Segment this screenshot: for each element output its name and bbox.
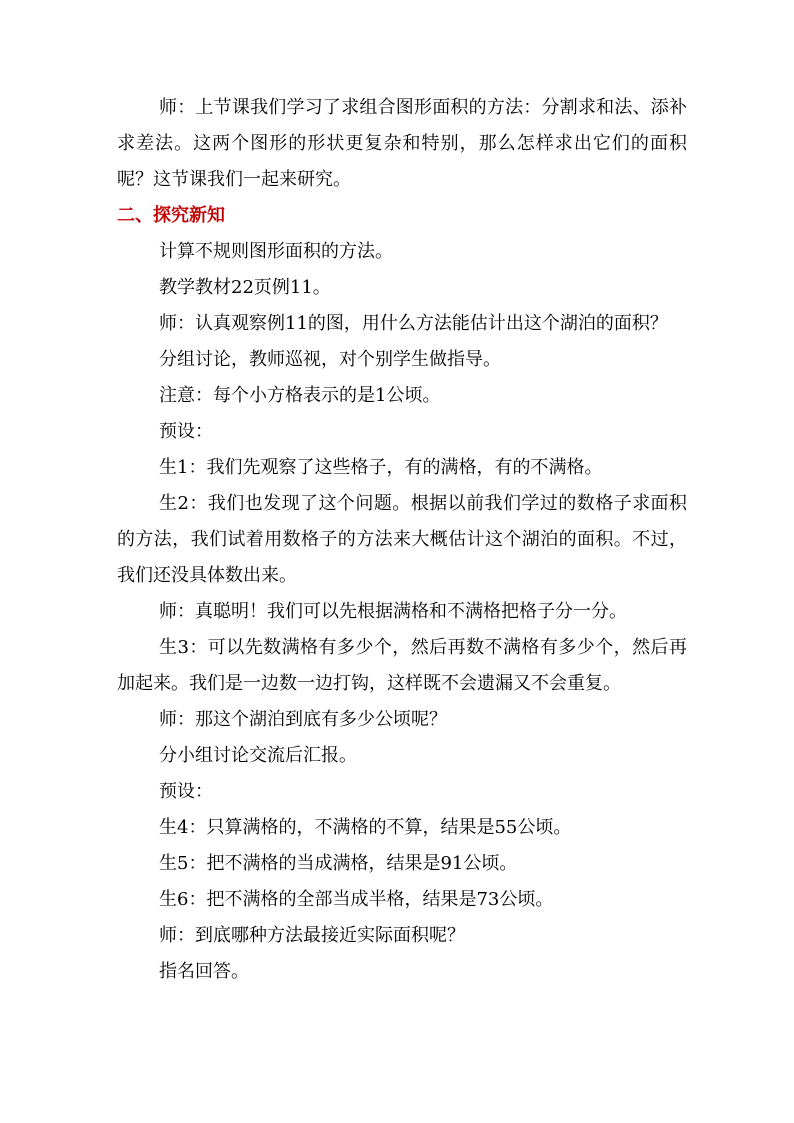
paragraph-answer: 指名回答。 <box>159 961 249 982</box>
paragraph-group-discussion: 分组讨论，教师巡视，对个别学生做指导。 <box>159 349 501 370</box>
paragraph-teacher-ask-area: 师：那这个湖泊到底有多少公顷呢？ <box>159 709 447 730</box>
paragraph-teacher-question: 师：认真观察例11的图，用什么方法能估计出这个湖泊的面积？ <box>159 313 668 334</box>
paragraph-student-4: 生4：只算满格的，不满格的不算，结果是55公顷。 <box>159 817 572 838</box>
paragraph-student-2: 生2：我们也发现了这个问题。根据以前我们学过的数格子求面积的方法，我们试着用数格子的方法来大概估计这个湖泊的面积。不过，我们还没具体数出来。 <box>117 493 687 586</box>
paragraph-report: 分小组讨论交流后汇报。 <box>159 745 357 766</box>
paragraph-teacher-praise: 师：真聪明！我们可以先根据满格和不满格把格子分一分。 <box>159 601 627 622</box>
paragraph-note: 注意：每个小方格表示的是1公顷。 <box>159 385 441 406</box>
paragraph-preset-2: 预设： <box>159 781 213 802</box>
paragraph-teacher-closest: 师：到底哪种方法最接近实际面积呢？ <box>159 925 465 946</box>
document-body <box>117 90 687 990</box>
paragraph-student-1: 生1：我们先观察了这些格子，有的满格，有的不满格。 <box>159 457 603 478</box>
paragraph-preset: 预设： <box>159 421 213 442</box>
paragraph-method: 计算不规则图形面积的方法。 <box>159 241 393 262</box>
paragraph-textbook: 教学教材22页例11。 <box>159 277 331 298</box>
intro-paragraph: 师：上节课我们学习了求组合图形面积的方法：分割求和法、添补求差法。这两个图形的形状更复杂和特别，那么怎样求出它们的面积呢？这节课我们一起来研究。 <box>117 97 687 190</box>
paragraph-student-3: 生3：可以先数满格有多少个，然后再数不满格有多少个，然后再加起来。我们是一边数一边打钩，这样既不会遗漏又不会重复。 <box>117 637 687 694</box>
section-heading: 二、探究新知 <box>117 205 225 226</box>
paragraph-student-6: 生6：把不满格的全部当成半格，结果是73公顷。 <box>159 889 554 910</box>
paragraph-student-5: 生5：把不满格的当成满格，结果是91公顷。 <box>159 853 518 874</box>
